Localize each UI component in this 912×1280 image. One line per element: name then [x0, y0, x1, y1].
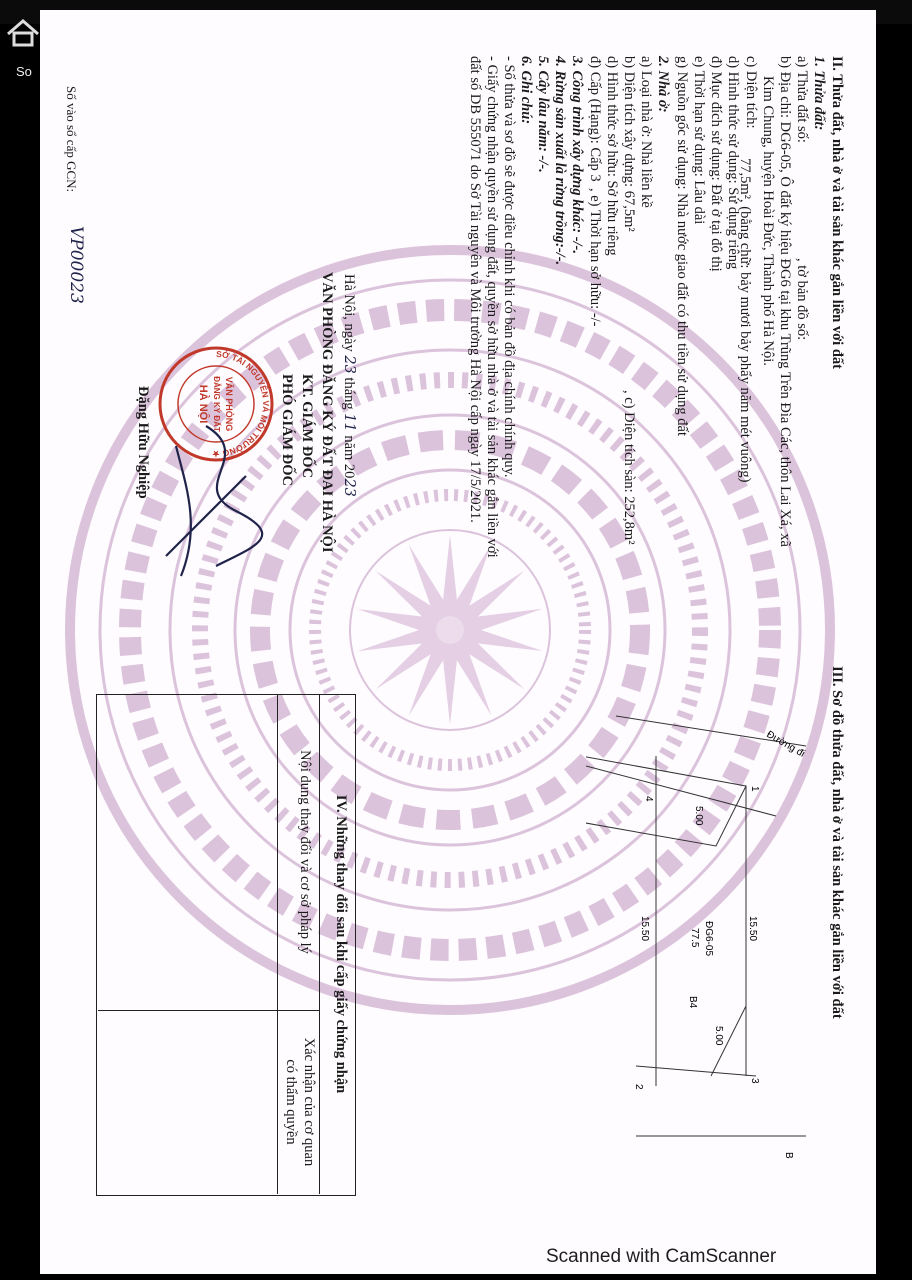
svg-text:VĂN PHÒNG: VĂN PHÒNG	[224, 376, 234, 432]
svg-text:15.50: 15.50	[747, 916, 758, 942]
svg-text:SỞ TÀI NGUYÊN VÀ MÔI TRƯỜNG ★: SỞ TÀI NGUYÊN VÀ MÔI TRƯỜNG ★	[212, 348, 272, 460]
land-address: b) Địa chỉ: DG6-05, Ô đất ký hiệu ĐG6 tại khu Trũng Trên Đìa Các, thôn Lai Xá, xã	[777, 56, 793, 547]
house-floor-area: , c) Diện tích sàn: 252,8m²	[621, 390, 637, 545]
land-area-value: 77,5m², (bằng chữ: bảy mươi bảy phẩy năm mét vuông)	[737, 158, 753, 483]
col-header-content: Nội dung thay đổi và cơ sở pháp lý	[297, 750, 313, 954]
house-type: a) Loại nhà ở: Nhà liền kề	[638, 56, 654, 208]
date-month-label: tháng	[341, 377, 357, 410]
kt-director: KT. GIÁM ĐỐC	[299, 374, 315, 479]
svg-text:ĐG6-05: ĐG6-05	[703, 921, 714, 957]
changes-table	[96, 694, 356, 1196]
svg-text:B4: B4	[687, 996, 698, 1009]
table-body-divider	[277, 694, 278, 1194]
map-sheet: , tờ bản đồ số:	[794, 258, 810, 341]
deputy-director: PHÓ GIÁM ĐỐC	[279, 374, 295, 486]
col-header-confirm-2: có thẩm quyền	[283, 1059, 299, 1145]
svg-text:ĐĂNG KÝ ĐẤT: ĐĂNG KÝ ĐẤT	[212, 376, 221, 432]
land-number: a) Thửa đất số:	[794, 56, 810, 143]
planted-forest: 4. Rừng sản xuất là rừng trồng:-/-.	[552, 56, 568, 266]
certificate-page	[40, 10, 876, 1274]
svg-text:HÀ NỘI: HÀ NỘI	[197, 384, 209, 424]
svg-text:77.5: 77.5	[689, 928, 700, 948]
svg-text:B: B	[783, 1152, 794, 1159]
svg-text:5.00: 5.00	[693, 806, 704, 826]
date-prefix: Hà Nội, ngày	[341, 274, 357, 352]
date-year-label: năm 20	[341, 435, 357, 479]
section2-title: II. Thửa đất, nhà ở và tài sản khác gắn liền với đất	[829, 56, 845, 369]
use-purpose: đ) Mục đích sử dụng: Đất ở tại đô thị	[708, 56, 724, 272]
perennial-trees: 5. Cây lâu năm: -/-.	[535, 56, 551, 173]
svg-text:5.00: 5.00	[713, 1026, 724, 1046]
date-line	[342, 274, 357, 497]
house-heading: 2. Nhà ở:	[655, 56, 671, 113]
note-line-2: - Giấy chứng nhận quyền sử dụng đất, quyền sở hữu nhà ở và tài sản khác gắn liền với	[484, 56, 500, 558]
svg-text:2: 2	[633, 1084, 644, 1090]
land-heading: 1. Thửa đất:	[811, 56, 827, 131]
signer-name: Đặng Hữu Nghiệp	[135, 386, 151, 499]
camscanner-footer: Scanned with CamScanner	[546, 1246, 777, 1267]
note-line-1: - Số thửa và sơ đồ sẽ được điều chỉnh khi có bản đồ địa chính chính quy.	[501, 56, 517, 478]
house-term: , e) Thời hạn sở hữu: -/-	[587, 188, 603, 327]
svg-text:1: 1	[749, 786, 760, 792]
section3-title: III. Sơ đồ thửa đất, nhà ở và tài sản khác gắn liền với đất	[829, 666, 845, 1019]
date-day: 23	[341, 355, 357, 374]
notes-heading: 6. Ghi chú:	[518, 56, 534, 125]
house-grade: đ) Cấp (Hạng): Cấp 3	[587, 56, 603, 182]
land-address-cont: Kim Chung, huyện Hoài Đức, Thành phố Hà Nội.	[760, 76, 776, 366]
registry-number-value: VP00023	[66, 226, 86, 304]
house-ownership: d) Hình thức sở hữu: Sở hữu riêng	[604, 56, 620, 256]
section4-title: IV. Những thay đổi sau khi cấp giấy chứng nhận	[333, 794, 349, 1094]
land-area-label: c) Diện tích:	[743, 56, 759, 129]
svg-text:4: 4	[643, 796, 654, 802]
svg-text:3: 3	[749, 1078, 760, 1084]
app-logo[interactable]	[4, 18, 44, 82]
use-origin: g) Nguồn gốc sử dụng: Nhà nước giao đất có thu tiền sử dụng đất	[674, 56, 690, 436]
col-header-confirm-1: Xác nhận của cơ quan	[301, 1037, 317, 1167]
other-works: 3. Công trình xây dựng khác: -/-.	[569, 56, 585, 255]
house-icon	[6, 18, 40, 48]
parcel-diagram	[586, 666, 816, 1186]
table-header-divider	[319, 694, 320, 1194]
issuing-office: VĂN PHÒNG ĐĂNG KÝ ĐẤT ĐAI HÀ NỘI	[319, 272, 335, 553]
date-month: 11	[341, 413, 357, 432]
house-built-area: b) Diện tích xây dựng: 67,5m²	[621, 56, 637, 232]
handwritten-signature	[146, 416, 276, 586]
date-year: 23	[341, 478, 357, 497]
use-term: e) Thời hạn sử dụng: Lâu dài	[691, 56, 707, 225]
svg-text:15.50: 15.50	[639, 916, 650, 942]
note-line-3: đất số DB 555071 do Sở Tài nguyên và Môi trường Hà Nội cấp ngày 17/5/2021.	[467, 56, 483, 523]
logo-text: So	[16, 64, 32, 79]
road-label: Đường đi	[764, 729, 807, 760]
registry-number-label: Số vào sổ cấp GCN:	[64, 86, 79, 193]
rotated-certificate-content	[56, 26, 846, 1216]
use-form: d) Hình thức sử dụng: Sử dụng riêng	[725, 56, 741, 270]
